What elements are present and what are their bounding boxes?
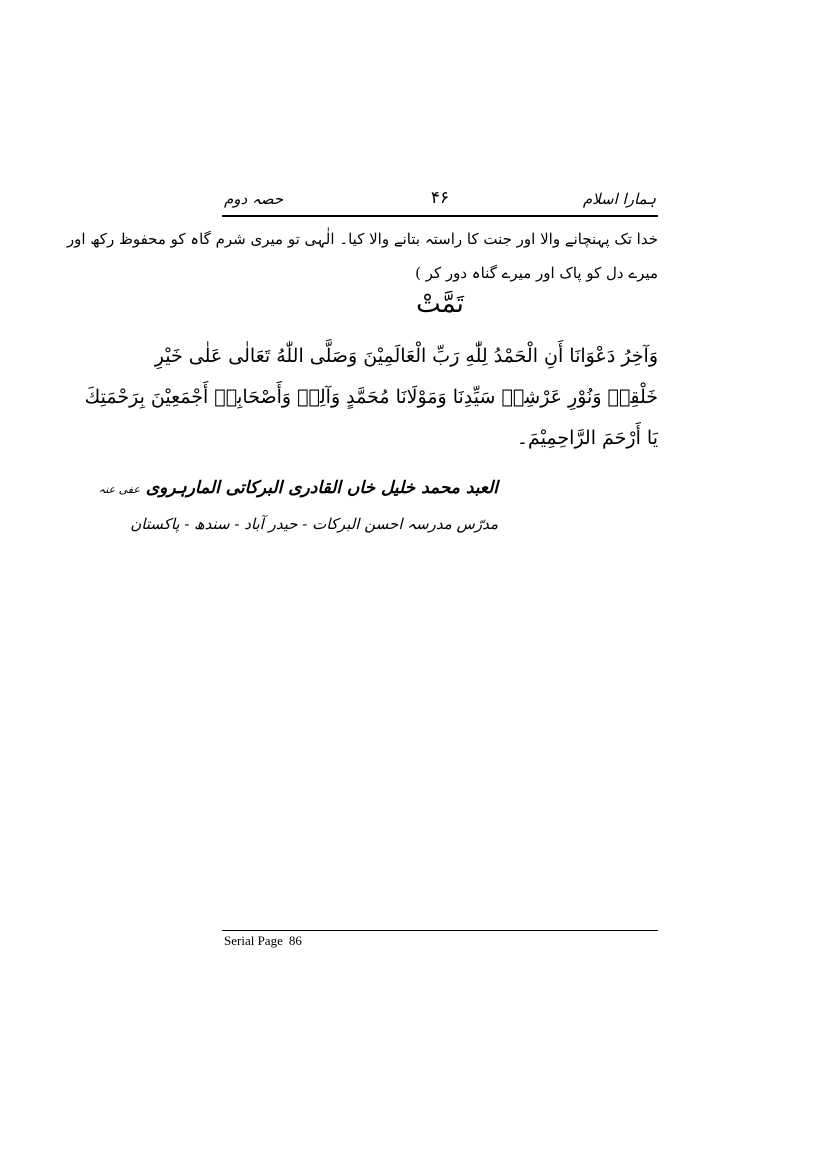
page-number: ۴۶ — [430, 188, 450, 208]
arabic-line: خَلْقِهٖ وَنُوْرِ عَرْشِهٖ سَيِّدِنَا وَمَوْلَانَا مُحَمَّدٍ وَآلِهٖ وَأَصْحَابِهٖ أَجْمَعِيْنَ بِرَحْمَتِكَ — [84, 386, 658, 408]
serial-page-label: Serial Page — [224, 933, 283, 948]
running-header — [222, 188, 658, 214]
urdu-paragraph — [66, 222, 658, 290]
signature-block — [98, 470, 658, 540]
footer-rule — [222, 930, 658, 931]
part-label: حصہ دوم — [224, 190, 284, 208]
page-area — [66, 0, 658, 1169]
serial-page-number: 86 — [288, 933, 302, 948]
author-name: العبد محمد خلیل خاں القادری البرکاتی المارہروی — [145, 478, 498, 498]
urdu-line: میرے دل کو پاک اور میرے گناہ دور کر ) — [415, 264, 658, 282]
affiliation-line: مدرّس مدرسہ احسن البرکات - حیدر آباد - سندھ - پاکستان — [130, 515, 498, 533]
header-rule — [222, 215, 658, 217]
arabic-line: يَا أَرْحَمَ الرَّاحِمِيْمَ۔ — [516, 427, 658, 449]
arabic-line: وَآخِرُ دَعْوَانَا أَنِ الْحَمْدُ لِلّٰهِ رَبِّ الْعَالَمِيْنَ وَصَلَّى اللّٰهُ تَعَالٰى عَلٰى خَيْرِ — [154, 345, 658, 367]
book-title: ہمارا اسلام — [582, 190, 656, 208]
section-title: تَمَّتْ — [416, 289, 464, 319]
arabic-prayer — [84, 336, 658, 459]
urdu-line: خدا تک پہنچانے والا اور جنت کا راستہ بتانے والا کیا۔ الٰہی تو میری شرم گاہ کو محفوظ رکھ اور — [66, 230, 658, 248]
author-line — [98, 470, 658, 508]
author-suffix: عفی عنہ — [98, 483, 140, 496]
serial-page-footer — [224, 933, 302, 949]
